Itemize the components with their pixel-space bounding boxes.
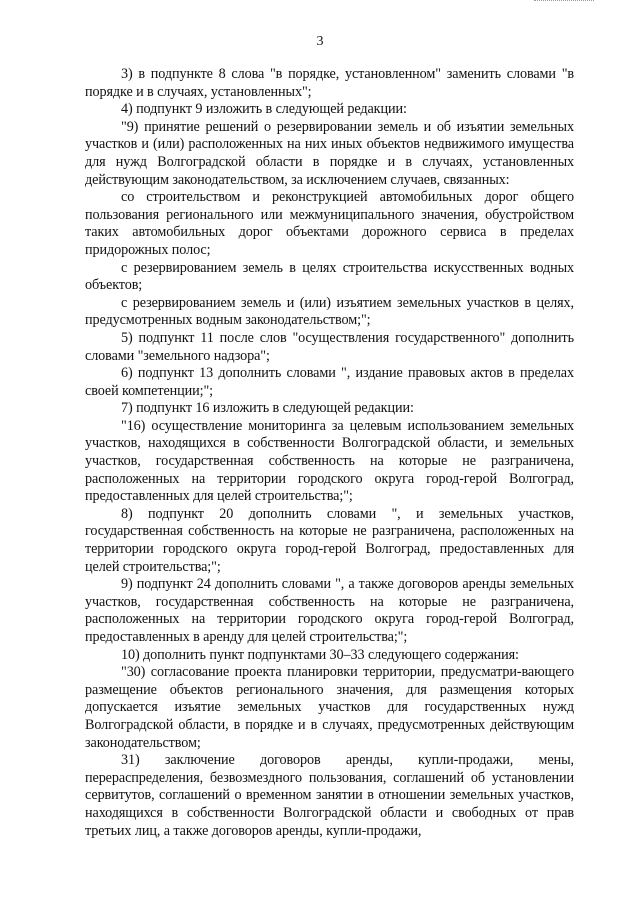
scan-edge-mark — [534, 0, 594, 4]
paragraph-exception-water-law: с резервированием земель и (или) изъятием земельных участков в целях, предусмотренных водным законодательством;"; — [85, 294, 574, 329]
paragraph-subitem-5: 5) подпункт 11 после слов "осуществления государственного" дополнить словами "земельного надзора"; — [85, 329, 574, 364]
paragraph-subitem-4: 4) подпункт 9 изложить в следующей редакции: — [121, 101, 407, 118]
paragraph-subitem-10: 10) дополнить пункт подпунктами 30–33 следующего содержания: — [121, 646, 519, 663]
document-body — [85, 66, 574, 840]
paragraph-subitem-3: 3) в подпункте 8 слова "в порядке, установленном" заменить словами "в порядке и в случаях, установленных"; — [85, 66, 574, 100]
paragraph-exception-water-objects: с резервированием земель в целях строительства искусственных водных объектов; — [85, 259, 574, 294]
paragraph-subitem-31-text: 31) заключение договоров аренды, купли-продажи, мены, перераспределения, безвозмездного пользования, соглашений об установлении сервитутов, соглашений о временном занятии в отношении земельных участков, находящихся в собственности Волгоградской области и свободных от прав третьих лиц, а также договоров аренды, купли-продажи, — [85, 752, 574, 839]
paragraph-subitem-16-text: "16) осуществление мониторинга за целевым использованием земельных участков, находящихся в собственности Волгоградской области, и земельных участков, государственная собственность на которые не разграничена, расположенных на территории городского округа город-герой Волгоград, предоставленных для целей строительства;"; — [85, 417, 574, 505]
paragraph-subitem-9-text: "9) принятие решений о резервировании земель и об изъятии земельных участков и (или) расположенных на них иных объектов недвижимого имущества для нужд Волгоградской области в порядке и в случаях, установленных действующим законодательством, за исключением случаев, связанных: — [85, 118, 574, 188]
paragraph-subitem-6: 6) подпункт 13 дополнить словами ", издание правовых актов в пределах своей компетенции;"; — [85, 365, 574, 399]
paragraph-exception-roads: со строительством и реконструкцией автомобильных дорог общего пользования регионального или межмуниципального значения, обустройством таких автомобильных дорог объектами дорожного сервиса в пределах придорожных полос; — [85, 189, 574, 258]
paragraph-subitem-30-text: "30) согласование проекта планировки территории, предусматри-вающего размещение объектов регионального значения, для размещения которых допускается изъятие земельных участков для государственных нужд Волгоградской области, в порядке и в случаях, предусмотренных действующим законодательством; — [85, 664, 574, 751]
paragraph-subitem-7: 7) подпункт 16 изложить в следующей редакции: — [121, 400, 414, 417]
page-number: 3 — [316, 34, 324, 49]
paragraph-subitem-8: 8) подпункт 20 дополнить словами ", и земельных участков, государственная собственность на которые не разграничена, расположенных на территории городского округа город-герой Волгоград, предоставленных для целей строительства;"; — [85, 505, 574, 575]
paragraph-subitem-9: 9) подпункт 24 дополнить словами ", а также договоров аренды земельных участков, государственная собственность на которые не разграничена, расположенных на территории городского округа город-герой Волгоград, предоставленных в аренду для целей строительства;"; — [85, 576, 574, 645]
